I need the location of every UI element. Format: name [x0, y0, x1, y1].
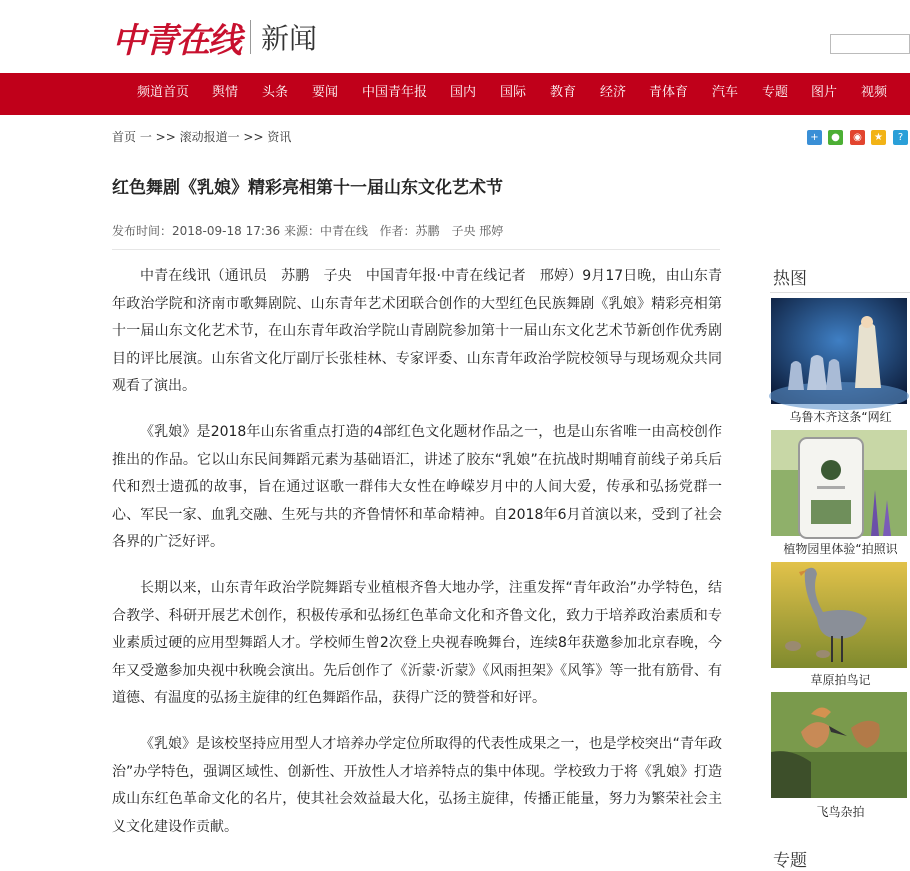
nav-item-topics[interactable]: 专题 [762, 85, 789, 100]
nav-item-international[interactable]: 国际 [500, 85, 527, 100]
hot-pic-caption-1[interactable]: 乌鲁木齐这条“网红 [789, 410, 892, 424]
nav-item-economy[interactable]: 经济 [600, 85, 627, 100]
breadcrumb-home[interactable]: 首页 [112, 130, 137, 144]
meta-authors: 苏鹏 子央 邢婷 [415, 224, 504, 238]
breadcrumb-scroll[interactable]: >> 滚动报道一 [155, 130, 240, 144]
section-name[interactable]: 新闻 [261, 22, 318, 55]
meta-source[interactable]: 中青在线 [320, 224, 369, 238]
nav-item-important[interactable]: 要闻 [312, 85, 339, 100]
sidebar-divider [770, 292, 910, 293]
main-nav [0, 73, 910, 115]
article-paragraph: 《乳娘》是2018年山东省重点打造的4部红色文化题材作品之一，也是山东省唯一由高校创作推出的作品。它以山东民间舞蹈元素为基础语汇，讲述了胶东“乳娘”在抗战时期哺育前线子弟兵后代和烈士遗孤的故事，旨在通过讴歌一群伟大女性在峥嵘岁月中的人间大爱，传承和弘扬党群一心、军民一家、血乳交融、生死与共的齐鲁情怀和革命精神。自2018年6月首演以来，受到了社会各界的广泛好评。 [112, 423, 722, 551]
breadcrumb-current[interactable]: 资讯 [267, 130, 292, 144]
more-share-icon[interactable]: ? [893, 130, 908, 145]
weibo-icon[interactable]: ◉ [850, 130, 865, 145]
hot-pic-thumb-4[interactable] [771, 692, 907, 798]
nav-item-headlines[interactable]: 头条 [262, 85, 289, 100]
nav-item-home[interactable]: 频道首页 [137, 85, 190, 100]
site-logo[interactable] [112, 14, 317, 60]
qzone-icon[interactable]: ★ [871, 130, 886, 145]
article-paragraph: 中青在线讯（通讯员 苏鹏 子央 中国青年报·中青在线记者 邢婷）9月17日晚，由山东青年政治学院和济南市歌舞剧院、山东青年艺术团联合创作的大型红色民族舞剧《乳娘》精彩亮相第十一届山东文化艺术节，在山东青年政治学院山青剧院参加第十一届山东文化艺术节新创作优秀剧目的评比展演。山东省文化厅副厅长张桂林、专家评委、山东青年政治学院校领导与现场观众共同观看了演出。 [112, 268, 722, 395]
breadcrumb-sep: >> [239, 130, 268, 144]
nav-item-auto[interactable]: 汽车 [712, 85, 739, 100]
plus-share-icon[interactable]: + [807, 130, 822, 145]
article-paragraph: 《乳娘》是该校坚持应用型人才培养办学定位所取得的代表性成果之一，也是学校突出“青年政治”办学特色，强调区域性、创新性、开放性人才培养特点的集中体现。学校致力于将《乳娘》打造成山东红色革命文化的名片，使其社会效益最大化，弘扬主旋律，传播正能量，努力为繁荣社会主义文化建设作贡献。 [112, 735, 722, 835]
meta-author-label: 作者： [379, 224, 416, 238]
hot-pics-title: 热图 [773, 269, 807, 289]
nav-item-video[interactable]: 视频 [861, 85, 888, 100]
article-body [112, 263, 722, 859]
hot-pic-thumb-1[interactable] [771, 298, 907, 404]
article-meta [112, 222, 503, 239]
breadcrumb [112, 128, 291, 145]
meta-source-label: 来源： [283, 224, 320, 238]
hot-pic-caption-2[interactable]: 植物园里体验“拍照识 [783, 542, 898, 556]
meta-time-label: 发布时间： [112, 224, 173, 238]
nav-item-domestic[interactable]: 国内 [450, 85, 477, 100]
topics-title: 专题 [773, 851, 807, 871]
logo-mark: 中青在线 [112, 20, 240, 61]
breadcrumb-sep: 一 [136, 130, 156, 144]
article-title: 红色舞剧《乳娘》精彩亮相第十一届山东文化艺术节 [112, 178, 503, 198]
hot-pic-caption-3[interactable]: 草原拍鸟记 [810, 673, 871, 687]
hot-pic-caption-4[interactable]: 飞鸟杂拍 [816, 805, 865, 819]
meta-divider [112, 249, 720, 250]
logo-divider [250, 20, 251, 54]
hot-pic-thumb-3[interactable] [771, 562, 907, 668]
nav-item-education[interactable]: 教育 [550, 85, 577, 100]
meta-time: 2018-09-18 17:36 [172, 224, 281, 238]
hot-pic-thumb-2[interactable] [771, 430, 907, 536]
nav-item-photos[interactable]: 图片 [811, 85, 838, 100]
nav-item-sports[interactable]: 青体育 [649, 85, 689, 100]
top-header [0, 0, 910, 73]
nav-item-yuqing[interactable]: 舆情 [212, 85, 239, 100]
nav-item-cyd[interactable]: 中国青年报 [362, 85, 428, 100]
article-paragraph: 长期以来，山东青年政治学院舞蹈专业植根齐鲁大地办学，注重发挥“青年政治”办学特色，结合教学、科研开展艺术创作，积极传承和弘扬红色革命文化和齐鲁文化，致力于培养政治素质和专业素质过硬的应用型舞蹈人才。学校师生曾2次登上央视春晚舞台，连续8年获邀参加北京春晚，今年又受邀参加央视中秋晚会演出。先后创作了《沂蒙·沂蒙》《风雨担架》《风筝》等一批有筋骨、有道德、有温度的弘扬主旋律的红色舞蹈作品，获得广泛的赞誉和好评。 [112, 579, 722, 707]
wechat-icon[interactable]: ● [828, 130, 843, 145]
search-input[interactable] [830, 34, 910, 54]
